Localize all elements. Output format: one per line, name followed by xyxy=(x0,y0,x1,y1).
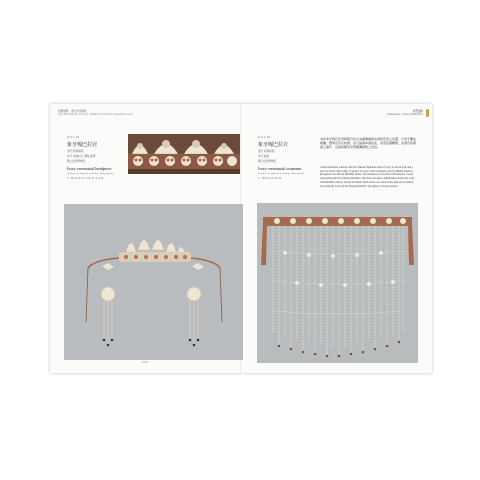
object-title-en: Ivory ceremonial headpiece xyxy=(67,166,112,171)
object-dimensions: L. 140cm W. 82cm xyxy=(258,177,282,180)
right-header-line1: 展覽圖錄 xyxy=(412,110,423,113)
object-material: 象牙 絲線 xyxy=(258,155,270,158)
object-title-en: Ivory ceremonial ornament xyxy=(258,166,302,171)
right-running-header xyxy=(387,110,423,117)
body-text-en: A skull headdress adorned with five Dharma Buddhas made of ivory is carved from and a skirt decorated with strings of jewelry are part of the vestments worn by dharma lamas in Mongolian and Tibetan Buddhist rituals. The headdress is decorated with skeleton crowns representing the Five Dhyana Buddhas. The elaborate skirt is embellished around the waist with Buddhist wheels, lotuses and skulls. Both items were made in the imperial workshop and originally stored in the Yangxindian Hall, the emperor's living quarters. xyxy=(320,166,415,188)
catalogue-spread xyxy=(50,104,432,373)
object-number: 8-3-1-01 xyxy=(67,135,80,139)
object-subtitle-en: Produced in Imperial workshop, Qing dynasty xyxy=(67,172,114,175)
body-text-zh: 本件象牙嘎巴拉冠與嘎巴拉衣為藏傳佛教法會時所用之法器，以象牙雕成骷髏、寶珠及各式紋飾，並以絲線串連而成，造型莊嚴精細，為清宮造辦處之傑作，反映乾隆皇帝對藏傳佛教之崇信。 xyxy=(320,137,417,150)
right-object-caption xyxy=(258,135,318,180)
headdress-photo xyxy=(64,204,243,360)
left-header-line1: 展覽總覽 · 清代宮廷藝術 xyxy=(58,110,87,113)
object-collection: 國立故宮博物院 xyxy=(67,160,86,163)
object-number: 8-3-1-02 xyxy=(258,135,271,139)
object-title-zh: 象牙嘎巴拉衣 xyxy=(258,142,289,148)
object-material: 象牙 嵌綠松石 珊瑚 絲帶 xyxy=(67,155,96,158)
left-object-caption xyxy=(67,135,132,180)
right-header-line2: Catalogue of the Exhibition xyxy=(386,113,423,117)
object-dynasty: 清代 乾隆時期 xyxy=(258,150,275,153)
object-subtitle-en: Produced in Imperial workshop, Qing dynasty xyxy=(258,172,305,175)
page-marker-icon xyxy=(426,109,429,117)
object-dynasty: 清代 乾隆時期 xyxy=(67,150,84,153)
object-collection: 國立故宮博物院 xyxy=(258,160,277,163)
apron-photo xyxy=(257,203,418,363)
headdress-detail-photo xyxy=(128,134,240,174)
left-running-header xyxy=(58,110,133,117)
object-dimensions: L. 38cm W. 21.2cm H. 8.3cm xyxy=(67,177,104,180)
left-header-line2: The Exhibition of Ivory Artifacts from the Imperial Court xyxy=(58,113,133,117)
object-title-zh: 象牙嘎巴拉冠 xyxy=(67,142,98,148)
page-number: 216 xyxy=(142,360,148,364)
